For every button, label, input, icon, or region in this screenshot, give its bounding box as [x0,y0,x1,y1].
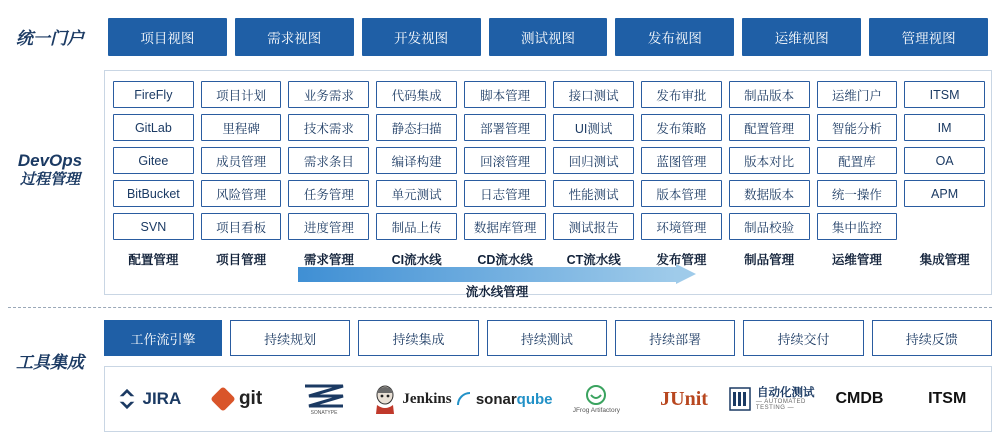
logo-junit [640,367,728,431]
cell-ct-0[interactable]: 接口测试 [553,81,634,108]
devops-column-release [641,81,722,269]
cell-artifact-3[interactable]: 数据版本 [729,180,810,207]
logo-jenkins [368,367,456,431]
rail-label-tools-text: 工具集成 [16,353,84,372]
cell-config-4[interactable]: SVN [113,213,194,240]
jfrog-icon [585,384,607,408]
cell-release-2[interactable]: 蓝图管理 [641,147,722,174]
logo-itsm-label: ITSM [928,390,967,407]
cell-operations-3[interactable]: 统一操作 [817,180,898,207]
cell-ct-1[interactable]: UI测试 [553,114,634,141]
logo-automation-test [728,367,816,431]
cell-config-1[interactable]: GitLab [113,114,194,141]
devops-column-requirement [288,81,369,269]
devops-column-ci [376,81,457,269]
column-title-operations: 运维管理 [831,253,882,267]
devops-column-integration [904,81,985,269]
jenkins-icon [372,383,398,415]
portal-button-release[interactable]: 发布视图 [615,18,734,56]
cell-project-3[interactable]: 风险管理 [201,180,282,207]
column-title-ci: CI流水线 [391,253,442,267]
logo-git-label: git [238,388,263,409]
cell-ci-3[interactable]: 单元测试 [376,180,457,207]
logo-automation-test-label: 自动化测试 [757,386,815,399]
logo-jfrog-label: JFrog Artifactory [572,406,621,414]
cell-requirement-4[interactable]: 进度管理 [288,213,369,240]
logo-itsm [903,367,991,431]
cell-release-1[interactable]: 发布策略 [641,114,722,141]
rail-label-portal-text: 统一门户 [16,29,84,48]
devops-column-cd [464,81,546,269]
column-title-release: 发布管理 [656,253,707,267]
logo-junit-label: JUnit [660,387,708,410]
logo-automation-test-sub: — AUTOMATED TESTING — [755,398,806,412]
cell-project-1[interactable]: 里程碑 [201,114,282,141]
cell-ci-4[interactable]: 制品上传 [376,213,457,240]
workflow-engine-badge: 工作流引擎 [104,320,222,356]
cell-cd-1[interactable]: 部署管理 [464,114,546,141]
logo-git [193,367,281,431]
logo-cmdb-label: CMDB [835,390,884,407]
cell-cd-2[interactable]: 回滚管理 [464,147,546,174]
jira-icon [116,388,138,410]
cell-ci-0[interactable]: 代码集成 [376,81,457,108]
svg-text:SONATYPE: SONATYPE [310,410,338,416]
cell-ci-2[interactable]: 编译构建 [376,147,457,174]
cell-project-4[interactable]: 项目看板 [201,213,282,240]
cell-release-4[interactable]: 环境管理 [641,213,722,240]
pipeline-arrow-head [676,264,696,284]
portal-button-management[interactable]: 管理视图 [869,18,988,56]
cell-ct-2[interactable]: 回归测试 [553,147,634,174]
tool-stage-testing[interactable]: 持续测试 [487,320,607,356]
portal-button-operations[interactable]: 运维视图 [742,18,861,56]
pipeline-arrow [298,264,696,284]
logo-jira-label: JIRA [142,389,182,408]
column-title-integration: 集成管理 [919,253,970,267]
logo-sonatype [280,367,368,431]
cell-ci-1[interactable]: 静态扫描 [376,114,457,141]
cell-integration-4 [904,213,985,240]
cell-config-0[interactable]: FireFly [113,81,194,108]
cell-integration-0[interactable]: ITSM [904,81,985,108]
rail-label-portal [0,28,100,49]
portal-button-project[interactable]: 项目视图 [108,18,227,56]
cell-integration-1[interactable]: IM [904,114,985,141]
cell-artifact-2[interactable]: 版本对比 [729,147,810,174]
devops-columns [113,81,985,269]
portal-view-row [108,18,988,56]
devops-column-config [113,81,194,269]
tool-stage-planning[interactable]: 持续规划 [230,320,350,356]
git-icon [211,387,235,411]
cell-cd-3[interactable]: 日志管理 [464,180,546,207]
cell-integration-2[interactable]: OA [904,147,985,174]
portal-button-test[interactable]: 测试视图 [489,18,608,56]
rail-label-devops-subtitle: 过程管理 [19,171,80,189]
column-title-project: 项目管理 [216,253,267,267]
cell-artifact-1[interactable]: 配置管理 [729,114,810,141]
cell-cd-0[interactable]: 脚本管理 [464,81,546,108]
pipeline-arrow-bar [298,267,676,282]
cell-operations-2[interactable]: 配置库 [817,147,898,174]
sonarqube-icon [456,391,472,407]
devops-column-operations [817,81,898,269]
column-title-requirement: 需求管理 [303,253,354,267]
cell-requirement-3[interactable]: 任务管理 [288,180,369,207]
logo-sonarqube [456,367,553,431]
sonatype-icon [301,382,347,416]
tools-stage-row [104,320,992,356]
pipeline-label: 流水线管理 [465,285,529,299]
cell-artifact-0[interactable]: 制品版本 [729,81,810,108]
rail-label-devops [0,150,100,190]
column-title-cd: CD流水线 [477,253,533,267]
cell-operations-1[interactable]: 智能分析 [817,114,898,141]
tool-stage-deployment[interactable]: 持续部署 [615,320,735,356]
logo-jenkins-label: Jenkins [402,390,452,407]
automation-test-icon [728,386,752,412]
devops-column-ct [553,81,634,269]
cell-cd-4[interactable]: 数据库管理 [464,213,546,240]
cell-artifact-4[interactable]: 制品校验 [729,213,810,240]
logo-sonarqube-label: sonarqube [475,390,553,408]
logo-jfrog-artifactory [553,367,641,431]
tool-stage-integration[interactable]: 持续集成 [358,320,478,356]
cell-operations-0[interactable]: 运维门户 [817,81,898,108]
devops-column-project [201,81,282,269]
tool-logos-panel [104,366,992,432]
portal-button-development[interactable]: 开发视图 [362,18,481,56]
cell-release-3[interactable]: 版本管理 [641,180,722,207]
cell-requirement-2[interactable]: 需求条目 [288,147,369,174]
portal-button-requirement[interactable]: 需求视图 [235,18,354,56]
cell-release-0[interactable]: 发布审批 [641,81,722,108]
cell-ct-3[interactable]: 性能测试 [553,180,634,207]
cell-project-0[interactable]: 项目计划 [201,81,282,108]
section-divider [8,307,992,308]
devops-column-artifact [729,81,810,269]
logo-jira [105,367,193,431]
cell-ct-4[interactable]: 测试报告 [553,213,634,240]
cell-config-3[interactable]: BitBucket [113,180,194,207]
cell-operations-4[interactable]: 集中监控 [817,213,898,240]
cell-requirement-1[interactable]: 技术需求 [288,114,369,141]
column-title-config: 配置管理 [128,253,179,267]
rail-label-devops-title: DevOps [17,151,83,170]
cell-config-2[interactable]: Gitee [113,147,194,174]
cell-requirement-0[interactable]: 业务需求 [288,81,369,108]
logo-cmdb [816,367,904,431]
tool-stage-delivery[interactable]: 持续交付 [743,320,863,356]
cell-integration-3[interactable]: APM [904,180,985,207]
rail-label-tools [0,352,100,373]
tool-stage-feedback[interactable]: 持续反馈 [872,320,992,356]
column-title-artifact: 制品管理 [744,253,795,267]
column-title-ct: CT流水线 [566,253,621,267]
devops-process-panel [104,70,992,295]
cell-project-2[interactable]: 成员管理 [201,147,282,174]
